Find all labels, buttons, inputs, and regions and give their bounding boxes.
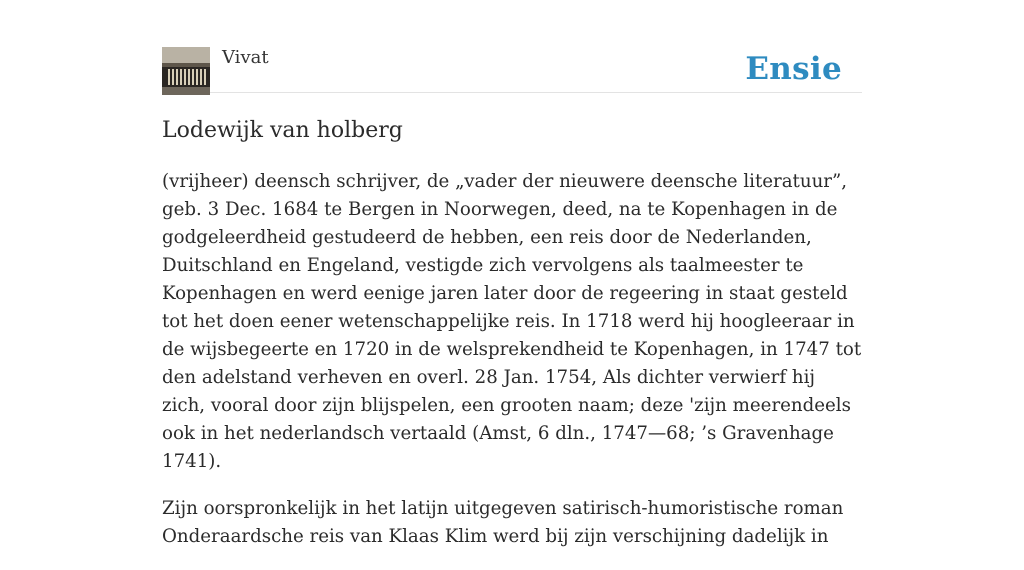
avatar[interactable] <box>162 47 210 95</box>
brand-logo[interactable]: Ensie <box>745 51 842 87</box>
article-paragraph: Zijn oorspronkelijk in het latijn uitgegeven satirisch-humoristische roman Onderaardsche reis van Klaas Klim werd bij zijn verschijning dadelijk in <box>162 498 844 547</box>
author-name[interactable]: Vivat <box>222 47 269 68</box>
article-title: Lodewijk van holberg <box>162 118 403 143</box>
article-paragraph: (vrijheer) deensch schrijver, de „vader der nieuwere deensche literatuur”, geb. 3 Dec. 1684 te Bergen in Noorwegen, deed, na te Kopenhagen in de godgeleerdheid gestudeerd de hebben, een reis door de Nederlanden, Duitschland en Engeland, vestigde zich vervolgens als taalmeester te Kopenhagen en werd eenige jaren later door de regeering in staat gesteld tot het doen eener wetenschappelijke reis. In 1718 werd hij hoogleeraar in de wijsbegeerte en 1720 in de welsprekendheid te Kopenhagen, in 1747 tot den adelstand verheven en overl. 28 Jan. 1754, Als dichter verwierf hij zich, vooral door zijn blijspelen, een grooten naam; deze 'zijn meerendeels ook in het nederlandsch vertaald (Amst, 6 dln., 1747—68; ’s Gravenhage 1741). <box>162 171 862 472</box>
books-avatar-icon <box>162 47 210 95</box>
header <box>162 0 862 93</box>
article-body <box>162 168 862 570</box>
page <box>162 0 862 547</box>
